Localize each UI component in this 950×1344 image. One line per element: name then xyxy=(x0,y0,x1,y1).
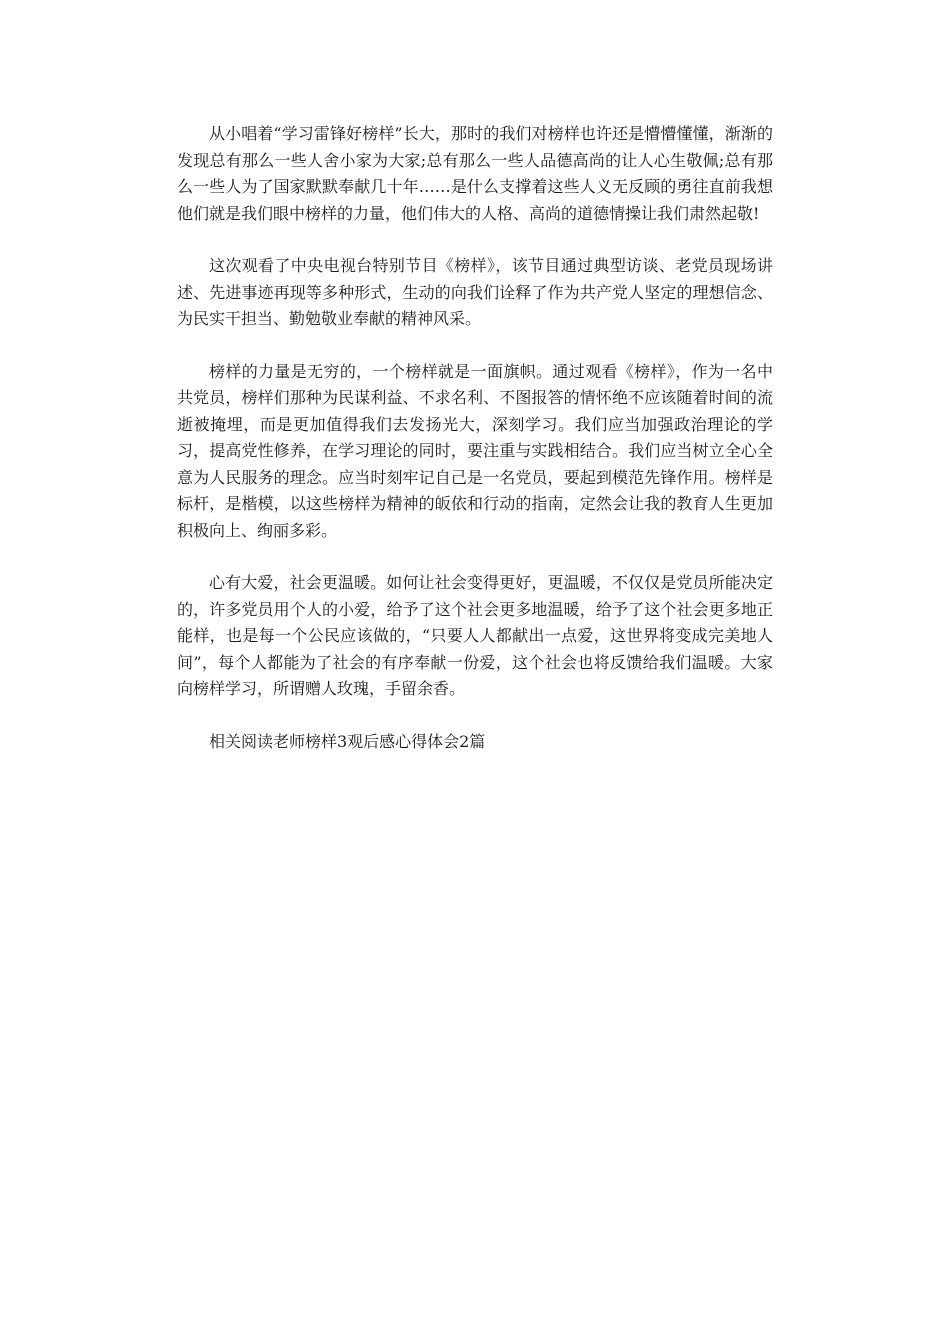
paragraph-1: 从小唱着“学习雷锋好榜样”长大，那时的我们对榜样也许还是懵懵懂懂，渐渐的发现总有那么一些人舍小家为大家;总有那么一些人品德高尚的让人心生敬佩;总有那么一些人为了国家默默奉献几十年……是什么支撑着这些人义无反顾的勇往直前我想他们就是我们眼中榜样的力量，他们伟大的人格、高尚的道德情操让我们肃然起敬! xyxy=(177,124,773,223)
paragraph-2: 这次观看了中央电视台特别节目《榜样》，该节目通过典型访谈、老党员现场讲述、先进事迹再现等多种形式，生动的向我们诠释了作为共产党人坚定的理想信念、为民实干担当、勤勉敬业奉献的精神风采。 xyxy=(177,256,773,328)
paragraph-3: 榜样的力量是无穷的，一个榜样就是一面旗帜。通过观看《榜样》，作为一名中共党员，榜样们那种为民谋利益、不求名利、不图报答的情怀绝不应该随着时间的流逝被掩埋，而是更加值得我们去发扬光大，深刻学习。我们应当加强政治理论的学习，提高党性修养，在学习理论的同时，要注重与实践相结合。我们应当树立全心全意为人民服务的理念。应当时刻牢记自己是一名党员，要起到模范先锋作用。榜样是标杆，是楷模，以这些榜样为精神的皈依和行动的指南，定然会让我的教育人生更加积极向上、绚丽多彩。 xyxy=(177,361,773,540)
paragraph-4: 心有大爱，社会更温暖。如何让社会变得更好，更温暖，不仅仅是党员所能决定的，许多党员用个人的小爱，给予了这个社会更多地温暖，给予了这个社会更多地正能样，也是每一个公民应该做的，“只要人人都献出一点爱，这世界将变成完美地人间”，每个人都能为了社会的有序奉献一份爱，这个社会也将反馈给我们温暖。大家向榜样学习，所谓赠人玫瑰，手留余香。 xyxy=(177,573,773,698)
related-reading-line: 相关阅读老师榜样3观后感心得体会2篇 xyxy=(209,731,486,751)
document-body xyxy=(177,121,773,755)
